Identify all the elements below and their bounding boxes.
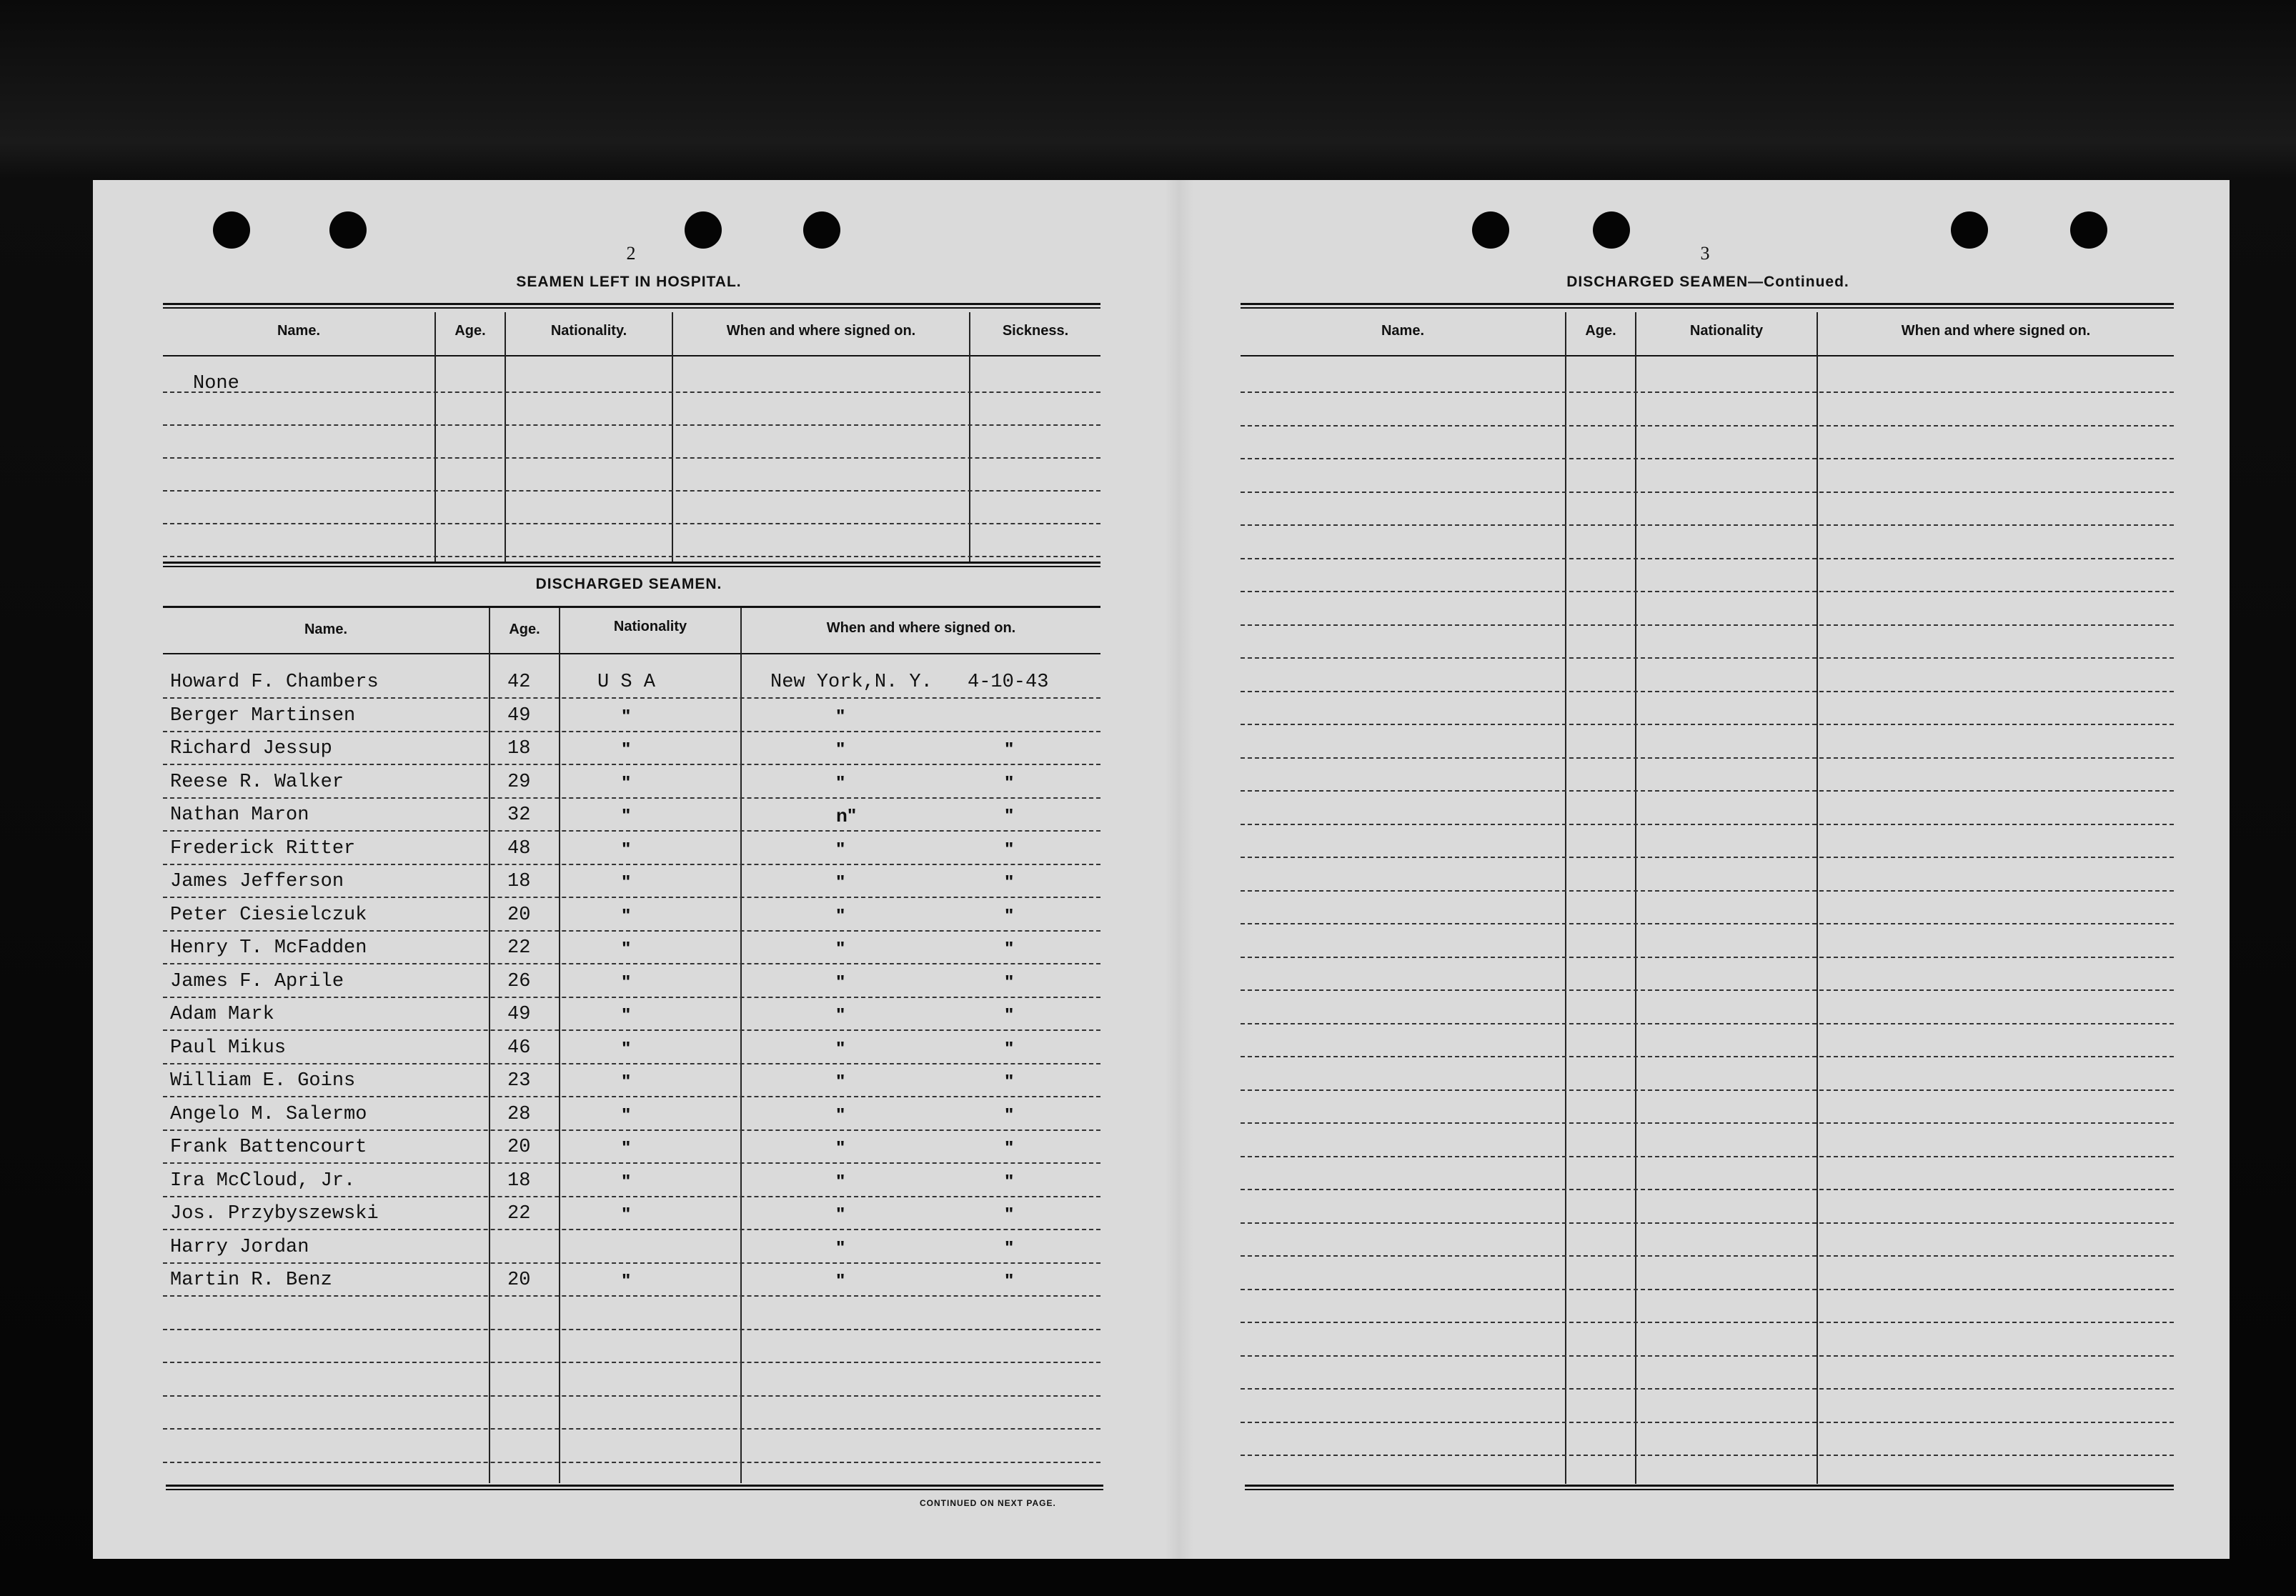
seaman-nationality: " xyxy=(622,1070,631,1092)
punch-hole xyxy=(2070,211,2107,249)
seaman-name: Henry T. McFadden xyxy=(170,937,367,959)
signed-on-date: " xyxy=(1005,1203,1014,1225)
seaman-name: Reese R. Walker xyxy=(170,771,344,793)
ruled-line xyxy=(1241,458,2174,459)
ruled-line xyxy=(163,1196,1100,1197)
ruled-line xyxy=(1241,425,2174,427)
ruled-line xyxy=(1241,989,2174,991)
ruled-line xyxy=(1241,591,2174,592)
column-divider xyxy=(740,608,742,1483)
seaman-name: William E. Goins xyxy=(170,1070,356,1092)
ruled-line xyxy=(1241,1422,2174,1423)
seaman-nationality: " xyxy=(622,871,631,892)
table-top-rule xyxy=(163,606,1100,608)
signed-on-date: " xyxy=(1005,1270,1014,1291)
column-divider xyxy=(559,608,560,1483)
ruled-line xyxy=(163,1096,1100,1097)
ruled-line xyxy=(1241,1056,2174,1057)
seaman-age: 49 xyxy=(507,704,531,727)
header-rule xyxy=(163,653,1100,654)
ruled-line xyxy=(1241,657,2174,659)
ruled-line xyxy=(1241,724,2174,725)
seaman-name: Frank Battencourt xyxy=(170,1137,367,1158)
seaman-age: 18 xyxy=(507,738,531,759)
ruled-line xyxy=(163,490,1100,492)
ruled-line xyxy=(163,556,1100,557)
punch-hole xyxy=(213,211,250,249)
ruled-line xyxy=(163,1229,1100,1230)
seaman-name: James F. Aprile xyxy=(170,970,344,992)
column-header-name: Name. xyxy=(1381,323,1425,339)
ruled-line xyxy=(163,1162,1100,1164)
punch-hole xyxy=(1593,211,1630,249)
table-top-rule xyxy=(163,303,1100,309)
page-number: 2 xyxy=(626,243,636,264)
ruled-line xyxy=(1241,790,2174,792)
column-header-signed-on: When and where signed on. xyxy=(826,620,1016,636)
ruled-line xyxy=(1241,1355,2174,1357)
signed-on-place: " xyxy=(836,1236,845,1258)
signed-on-place: " xyxy=(836,937,845,959)
punch-hole xyxy=(685,211,722,249)
ruled-line xyxy=(1241,492,2174,493)
ruled-line xyxy=(163,1428,1100,1430)
signed-on-date: " xyxy=(1005,1037,1014,1059)
seaman-nationality: " xyxy=(622,937,631,959)
seaman-age: 20 xyxy=(507,1270,531,1291)
signed-on-place: n" xyxy=(836,804,857,826)
seaman-nationality: " xyxy=(622,904,631,926)
ruled-line xyxy=(163,1362,1100,1363)
ruled-line xyxy=(1241,1255,2174,1257)
seaman-nationality: " xyxy=(622,804,631,826)
signed-on-place: " xyxy=(836,1270,845,1291)
seaman-age: 48 xyxy=(507,837,531,859)
seaman-age: 46 xyxy=(507,1037,531,1059)
signed-on-place: " xyxy=(836,738,845,759)
signed-on-date: " xyxy=(1005,970,1014,992)
signed-on-date: 4-10-43 xyxy=(968,672,1049,693)
ruled-line xyxy=(163,523,1100,524)
signed-on-date: " xyxy=(1005,1137,1014,1158)
signed-on-place: New York,N. Y. xyxy=(770,672,933,693)
seaman-name: Richard Jessup xyxy=(170,738,332,759)
seaman-age: 20 xyxy=(507,1137,531,1158)
seaman-name: Frederick Ritter xyxy=(170,837,356,859)
seaman-nationality: " xyxy=(622,1270,631,1291)
hospital-section-title: SEAMEN LEFT IN HOSPITAL. xyxy=(516,274,742,290)
seaman-nationality: " xyxy=(622,1137,631,1158)
ruled-line xyxy=(163,897,1100,898)
signed-on-date: " xyxy=(1005,937,1014,959)
column-divider xyxy=(489,608,490,1483)
ruled-line xyxy=(1241,1023,2174,1024)
column-divider xyxy=(1565,312,1566,1484)
seaman-nationality: " xyxy=(622,1004,631,1025)
punch-hole xyxy=(1472,211,1509,249)
page-fold xyxy=(1165,180,1193,1559)
ruled-line xyxy=(163,963,1100,964)
ruled-line xyxy=(163,864,1100,865)
table-bottom-rule xyxy=(166,1485,1103,1490)
signed-on-date: " xyxy=(1005,1103,1014,1125)
ruled-line xyxy=(163,997,1100,998)
column-divider xyxy=(672,312,673,562)
seaman-name: Jos. Przybyszewski xyxy=(170,1203,379,1225)
ruled-line xyxy=(1241,524,2174,526)
ruled-line xyxy=(163,1329,1100,1330)
ruled-line xyxy=(163,830,1100,832)
signed-on-date: " xyxy=(1005,871,1014,892)
punch-hole xyxy=(1951,211,1988,249)
table-bottom-rule xyxy=(163,562,1100,567)
signed-on-date: " xyxy=(1005,1070,1014,1092)
signed-on-date: " xyxy=(1005,837,1014,859)
signed-on-place: " xyxy=(836,1037,845,1059)
signed-on-date: " xyxy=(1005,1236,1014,1258)
table-top-rule xyxy=(1241,303,2174,309)
seaman-age: 26 xyxy=(507,970,531,992)
signed-on-place: " xyxy=(836,871,845,892)
ruled-line xyxy=(163,731,1100,732)
signed-on-place: " xyxy=(836,970,845,992)
seaman-age: 42 xyxy=(507,672,531,693)
ruled-line xyxy=(163,1295,1100,1297)
column-header-age: Age. xyxy=(454,323,486,339)
ruled-line xyxy=(163,930,1100,932)
header-rule xyxy=(163,355,1100,356)
seaman-nationality: " xyxy=(622,1203,631,1225)
hospital-entry: None xyxy=(193,373,239,394)
seaman-name: Harry Jordan xyxy=(170,1236,309,1258)
ruled-line xyxy=(163,1029,1100,1031)
signed-on-date: " xyxy=(1005,904,1014,926)
ruled-line xyxy=(1241,391,2174,393)
ruled-line xyxy=(163,1462,1100,1463)
column-header-sickness: Sickness. xyxy=(1002,323,1069,339)
ruled-line xyxy=(163,424,1100,426)
ruled-line xyxy=(163,697,1100,699)
continued-section-title: DISCHARGED SEAMEN—Continued. xyxy=(1566,274,1849,290)
column-header-name: Name. xyxy=(304,622,348,637)
discharged-section-title: DISCHARGED SEAMEN. xyxy=(535,576,722,592)
column-divider xyxy=(505,312,506,562)
column-divider xyxy=(969,312,970,562)
ruled-line xyxy=(1241,691,2174,692)
seaman-name: Angelo M. Salermo xyxy=(170,1103,367,1125)
signed-on-place: " xyxy=(836,704,845,727)
ruled-line xyxy=(1241,1189,2174,1190)
seaman-name: Berger Martinsen xyxy=(170,704,356,727)
column-header-name: Name. xyxy=(277,323,321,339)
column-divider xyxy=(1817,312,1818,1484)
column-header-age: Age. xyxy=(1585,323,1616,339)
table-bottom-rule xyxy=(1245,1485,2174,1490)
seaman-name: Paul Mikus xyxy=(170,1037,287,1059)
ruled-line xyxy=(163,391,1100,393)
seaman-nationality: " xyxy=(622,1103,631,1125)
continued-note: CONTINUED ON NEXT PAGE. xyxy=(920,1498,1056,1508)
seaman-name: Martin R. Benz xyxy=(170,1270,332,1291)
signed-on-place: " xyxy=(836,1070,845,1092)
signed-on-place: " xyxy=(836,904,845,926)
ruled-line xyxy=(1241,923,2174,924)
signed-on-date: " xyxy=(1005,1004,1014,1025)
signed-on-date: " xyxy=(1005,771,1014,793)
ruled-line xyxy=(1241,1388,2174,1390)
ruled-line xyxy=(163,797,1100,799)
ruled-line xyxy=(1241,857,2174,858)
seaman-nationality: " xyxy=(622,970,631,992)
seaman-age: 23 xyxy=(507,1070,531,1092)
seaman-nationality: " xyxy=(622,837,631,859)
ruled-line xyxy=(1241,558,2174,559)
seaman-name: Ira McCloud, Jr. xyxy=(170,1169,356,1192)
column-header-age: Age. xyxy=(509,622,540,637)
ruled-line xyxy=(163,1395,1100,1397)
punch-hole xyxy=(329,211,367,249)
punch-hole xyxy=(803,211,840,249)
ruled-line xyxy=(1241,1122,2174,1124)
ruled-line xyxy=(1241,1322,2174,1323)
header-rule xyxy=(1241,355,2174,356)
column-header-signed-on: When and where signed on. xyxy=(726,323,916,339)
ruled-line xyxy=(1241,824,2174,825)
seaman-age: 18 xyxy=(507,1169,531,1192)
ruled-line xyxy=(163,1129,1100,1131)
document-sheet xyxy=(93,180,2230,1559)
ruled-line xyxy=(163,1262,1100,1264)
seaman-nationality: " xyxy=(622,771,631,793)
signed-on-place: " xyxy=(836,837,845,859)
signed-on-place: " xyxy=(836,771,845,793)
signed-on-place: " xyxy=(836,1137,845,1158)
page-number: 3 xyxy=(1700,243,1710,264)
ruled-line xyxy=(1241,1289,2174,1290)
seaman-age: 28 xyxy=(507,1103,531,1125)
signed-on-date: " xyxy=(1005,738,1014,759)
ruled-line xyxy=(163,457,1100,459)
seaman-age: 20 xyxy=(507,904,531,926)
column-divider xyxy=(1635,312,1636,1484)
column-divider xyxy=(434,312,436,562)
ruled-line xyxy=(1241,1156,2174,1157)
ruled-line xyxy=(1241,757,2174,759)
signed-on-place: " xyxy=(836,1103,845,1125)
ruled-line xyxy=(1241,1089,2174,1091)
signed-on-date: " xyxy=(1005,1169,1014,1192)
seaman-nationality: " xyxy=(622,704,631,727)
seaman-name: Peter Ciesielczuk xyxy=(170,904,367,926)
seaman-age: 49 xyxy=(507,1004,531,1025)
seaman-name: Nathan Maron xyxy=(170,804,309,826)
seaman-age: 29 xyxy=(507,771,531,793)
signed-on-place: " xyxy=(836,1169,845,1192)
ruled-line xyxy=(1241,624,2174,626)
signed-on-place: " xyxy=(836,1004,845,1025)
seaman-name: James Jefferson xyxy=(170,871,344,892)
seaman-age: 22 xyxy=(507,937,531,959)
seaman-name: Adam Mark xyxy=(170,1004,274,1025)
seaman-age: 32 xyxy=(507,804,531,826)
seaman-nationality: " xyxy=(622,1037,631,1059)
ruled-line xyxy=(163,764,1100,765)
seaman-nationality: " xyxy=(622,738,631,759)
column-header-nationality: Nationality. xyxy=(550,323,627,339)
ruled-line xyxy=(1241,1222,2174,1224)
ruled-line xyxy=(1241,890,2174,892)
signed-on-date: " xyxy=(1005,804,1014,826)
ruled-line xyxy=(1241,957,2174,958)
seaman-age: 22 xyxy=(507,1203,531,1225)
ruled-line xyxy=(1241,1455,2174,1456)
column-header-nationality: Nationality xyxy=(613,619,687,634)
signed-on-place: " xyxy=(836,1203,845,1225)
seaman-nationality: U S A xyxy=(597,672,656,693)
column-header-nationality: Nationality xyxy=(1689,323,1764,339)
seaman-age: 18 xyxy=(507,871,531,892)
ruled-line xyxy=(163,1063,1100,1064)
seaman-nationality: " xyxy=(622,1169,631,1192)
seaman-name: Howard F. Chambers xyxy=(170,672,379,693)
column-header-signed-on: When and where signed on. xyxy=(1901,323,2091,339)
